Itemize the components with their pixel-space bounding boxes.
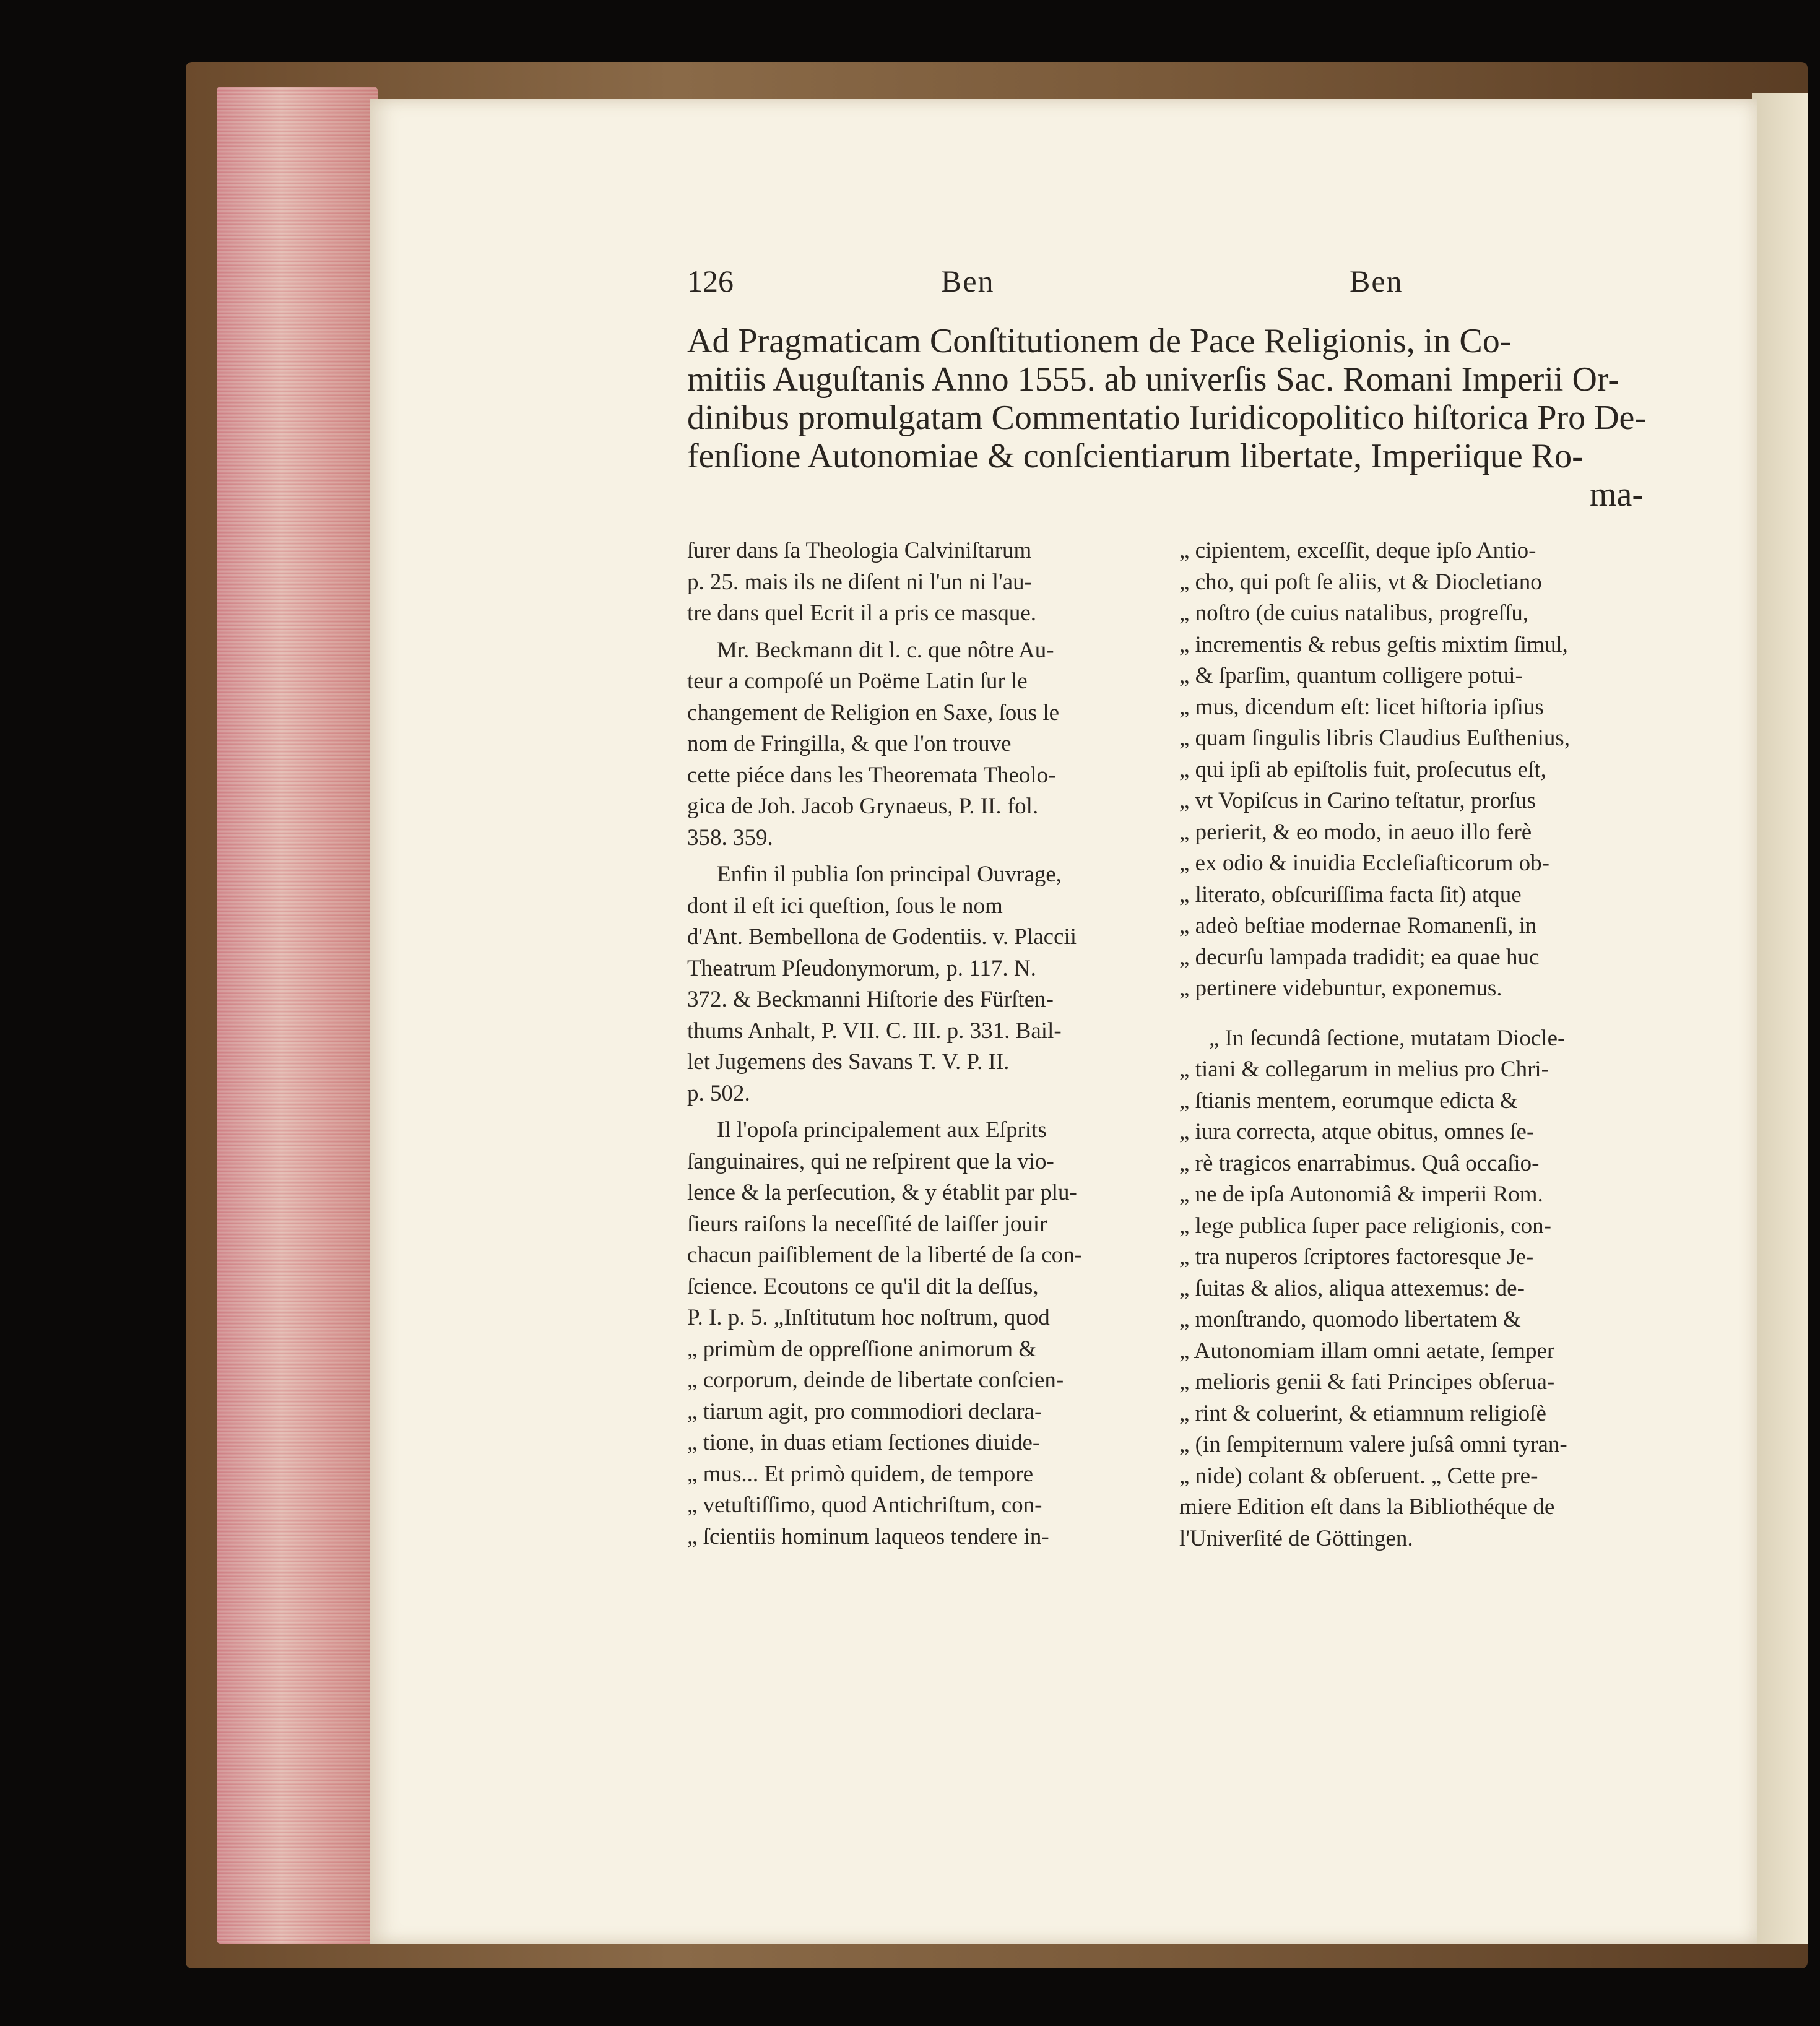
text-line: „ tiarum agit, pro commodiori declara- [687,1398,1042,1424]
text-line: „ corporum, deinde de libertate conſcien- [687,1367,1064,1393]
text-line: „ lege publica ſuper pace religionis, con- [1179,1213,1551,1239]
text-line: „ nide) colant & obſeruent. „ Cette pre- [1179,1463,1538,1489]
text-line: „ adeò beſtiae modernae Romanenſi, in [1179,913,1537,938]
title-line: ma- [1589,475,1644,514]
facing-page-edge [1752,93,1808,1944]
text-line: „ & ſparſim, quantum colligere potui- [1179,663,1523,688]
text-line: „ pertinere videbuntur, exponemus. [1179,976,1502,1001]
text-line: „ cho, qui poſt ſe aliis, vt & Diocletiano [1179,569,1542,595]
text-line: „ literato, obſcuriſſima facta ſit) atque [1179,881,1522,907]
text-line: „ (in ſempiternum valere juſsâ omni tyran- [1179,1432,1567,1457]
text-line: 372. & Beckmanni Hiſtorie des Fürſten- [687,987,1054,1012]
text-line: Il l'opoſa principalement aux Eſprits [717,1117,1047,1143]
text-line: p. 25. mais ils ne diſent ni l'un ni l'au- [687,569,1032,595]
paragraph [687,635,1151,854]
text-line: cette piéce dans les Theoremata Theolo- [687,762,1056,788]
text-line: „ ex odio & inuidia Eccleſiaſticorum ob- [1179,851,1549,876]
text-line: „ ne de ipſa Autonomiâ & imperii Rom. [1179,1182,1543,1207]
page-edges [217,87,378,1944]
text-line: „ tione, in duas etiam ſectiones diuide- [687,1430,1041,1455]
text-line: dont il eſt ici queſtion, ſous le nom [687,893,1003,919]
text-line: „ tra nuperos ſcriptores factoresque Je- [1179,1244,1534,1270]
text-line: Enfin il publia ſon principal Ouvrage, [717,862,1062,887]
text-line: ſurer dans ſa Theologia Calviniſtarum [687,538,1032,563]
text-line: „ qui ipſi ab epiſtolis fuit, proſecutus eſt, [1179,756,1546,782]
paragraph [687,535,1151,630]
text-line: Theatrum Pſeudonymorum, p. 117. N. [687,955,1036,981]
text-line: „ melioris genii & fati Principes obſerua- [1179,1369,1555,1395]
text-line: „ incrementis & rebus geſtis mixtim ſimul, [1179,631,1568,657]
text-line: „ decurſu lampada tradidit; ea quae huc [1179,944,1540,970]
text-line: „ perierit, & eo modo, in aeuo illo ferè [1179,819,1532,845]
text-line: P. I. p. 5. „Inſtitutum hoc noſtrum, quod [687,1305,1050,1330]
text-line: „ rè tragicos enarrabimus. Quâ occaſio- [1179,1150,1540,1176]
text-line: Mr. Beckmann dit l. c. que nôtre Au- [717,637,1054,663]
text-line: „ ſuitas & alios, aliqua attexemus: de- [1179,1275,1525,1301]
text-line: „ iura correcta, atque obitus, omnes ſe- [1179,1119,1535,1145]
text-line: „ ſcientiis hominum laqueos tendere in- [687,1523,1049,1549]
page-number: 126 [687,264,734,298]
title-line: fenſione Autonomiae & conſcientiarum libertate, Imperiique Ro- [687,437,1584,475]
text-line: „ vetuſtiſſimo, quod Antichriſtum, con- [687,1492,1042,1518]
text-line: p. 502. [687,1080,750,1106]
text-line: tre dans quel Ecrit il a pris ce masque. [687,600,1037,626]
text-line: d'Ant. Bembellona de Godentiis. v. Placcii [687,924,1077,950]
text-line: ſieurs raiſons la neceſſité de laiſſer jouir [687,1211,1047,1237]
running-head-left: Ben [941,264,995,298]
paragraph [1179,535,1644,1005]
right-column [1179,535,1644,1560]
title-line: Ad Pragmaticam Conſtitutionem de Pace Religionis, in Co- [687,322,1512,360]
paragraph [687,859,1151,1109]
text-line: thums Anhalt, P. VII. C. III. p. 331. Bail- [687,1018,1062,1044]
text-line: „ mus... Et primò quidem, de tempore [687,1461,1033,1487]
text-line: „ quam ſingulis libris Claudius Euſthenius, [1179,725,1571,751]
text-line: „ Autonomiam illam omni aetate, ſemper [1179,1338,1555,1364]
paragraph [687,1115,1151,1552]
text-line: 358. 359. [687,825,773,851]
text-line: „ monſtrando, quomodo libertatem & [1179,1307,1521,1332]
text-line: teur a compoſé un Poëme Latin ſur le [687,669,1028,694]
text-line: chacun paiſiblement de la liberté de ſa con- [687,1242,1082,1268]
text-line: „ cipientem, exceſſit, deque ipſo Antio- [1179,538,1536,563]
text-line: changement de Religion en Saxe, ſous le [687,699,1060,725]
text-line: nom de Fringilla, & que l'on trouve [687,731,1012,756]
text-line: l'Univerſité de Göttingen. [1179,1525,1413,1551]
text-line: miere Edition eſt dans la Bibliothéque de [1179,1494,1555,1520]
text-line: let Jugemens des Savans T. V. P. II. [687,1049,1010,1075]
text-line: „ noſtro (de cuius natalibus, progreſſu, [1179,600,1529,626]
text-line: lence & la perſecution, & y établit par plu- [687,1180,1077,1205]
text-line: „ mus, dicendum eſt: licet hiſtoria ipſius [1179,694,1544,720]
book-title [687,322,1647,514]
paragraph [1179,1023,1644,1555]
left-column [687,535,1151,1558]
text-line: „ tiani & collegarum in melius pro Chri- [1179,1057,1549,1082]
running-head-right: Ben [1350,264,1403,298]
text-line: „ vt Vopiſcus in Carino teſtatur, prorſus [1179,788,1536,813]
text-line: „ primùm de oppreſſione animorum & [687,1336,1037,1362]
text-line: „ rint & coluerint, & etiamnum religioſè [1179,1400,1546,1426]
title-line: dinibus promulgatam Commentatio Iuridicopolitico hiſtorica Pro De- [687,399,1647,437]
text-line: „ ſtianis mentem, eorumque edicta & [1179,1088,1518,1114]
text-line: ſcience. Ecoutons ce qu'il dit la deſſus, [687,1273,1039,1299]
text-line: „ In ſecundâ ſectione, mutatam Diocle- [1209,1025,1566,1051]
text-line: ſanguinaires, qui ne reſpirent que la vio- [687,1148,1054,1174]
page-header [687,263,1647,306]
title-line: mitiis Auguſtanis Anno 1555. ab univerſis Sac. Romani Imperii Or- [687,360,1620,399]
text-line: gica de Joh. Jacob Grynaeus, P. II. fol. [687,794,1039,819]
